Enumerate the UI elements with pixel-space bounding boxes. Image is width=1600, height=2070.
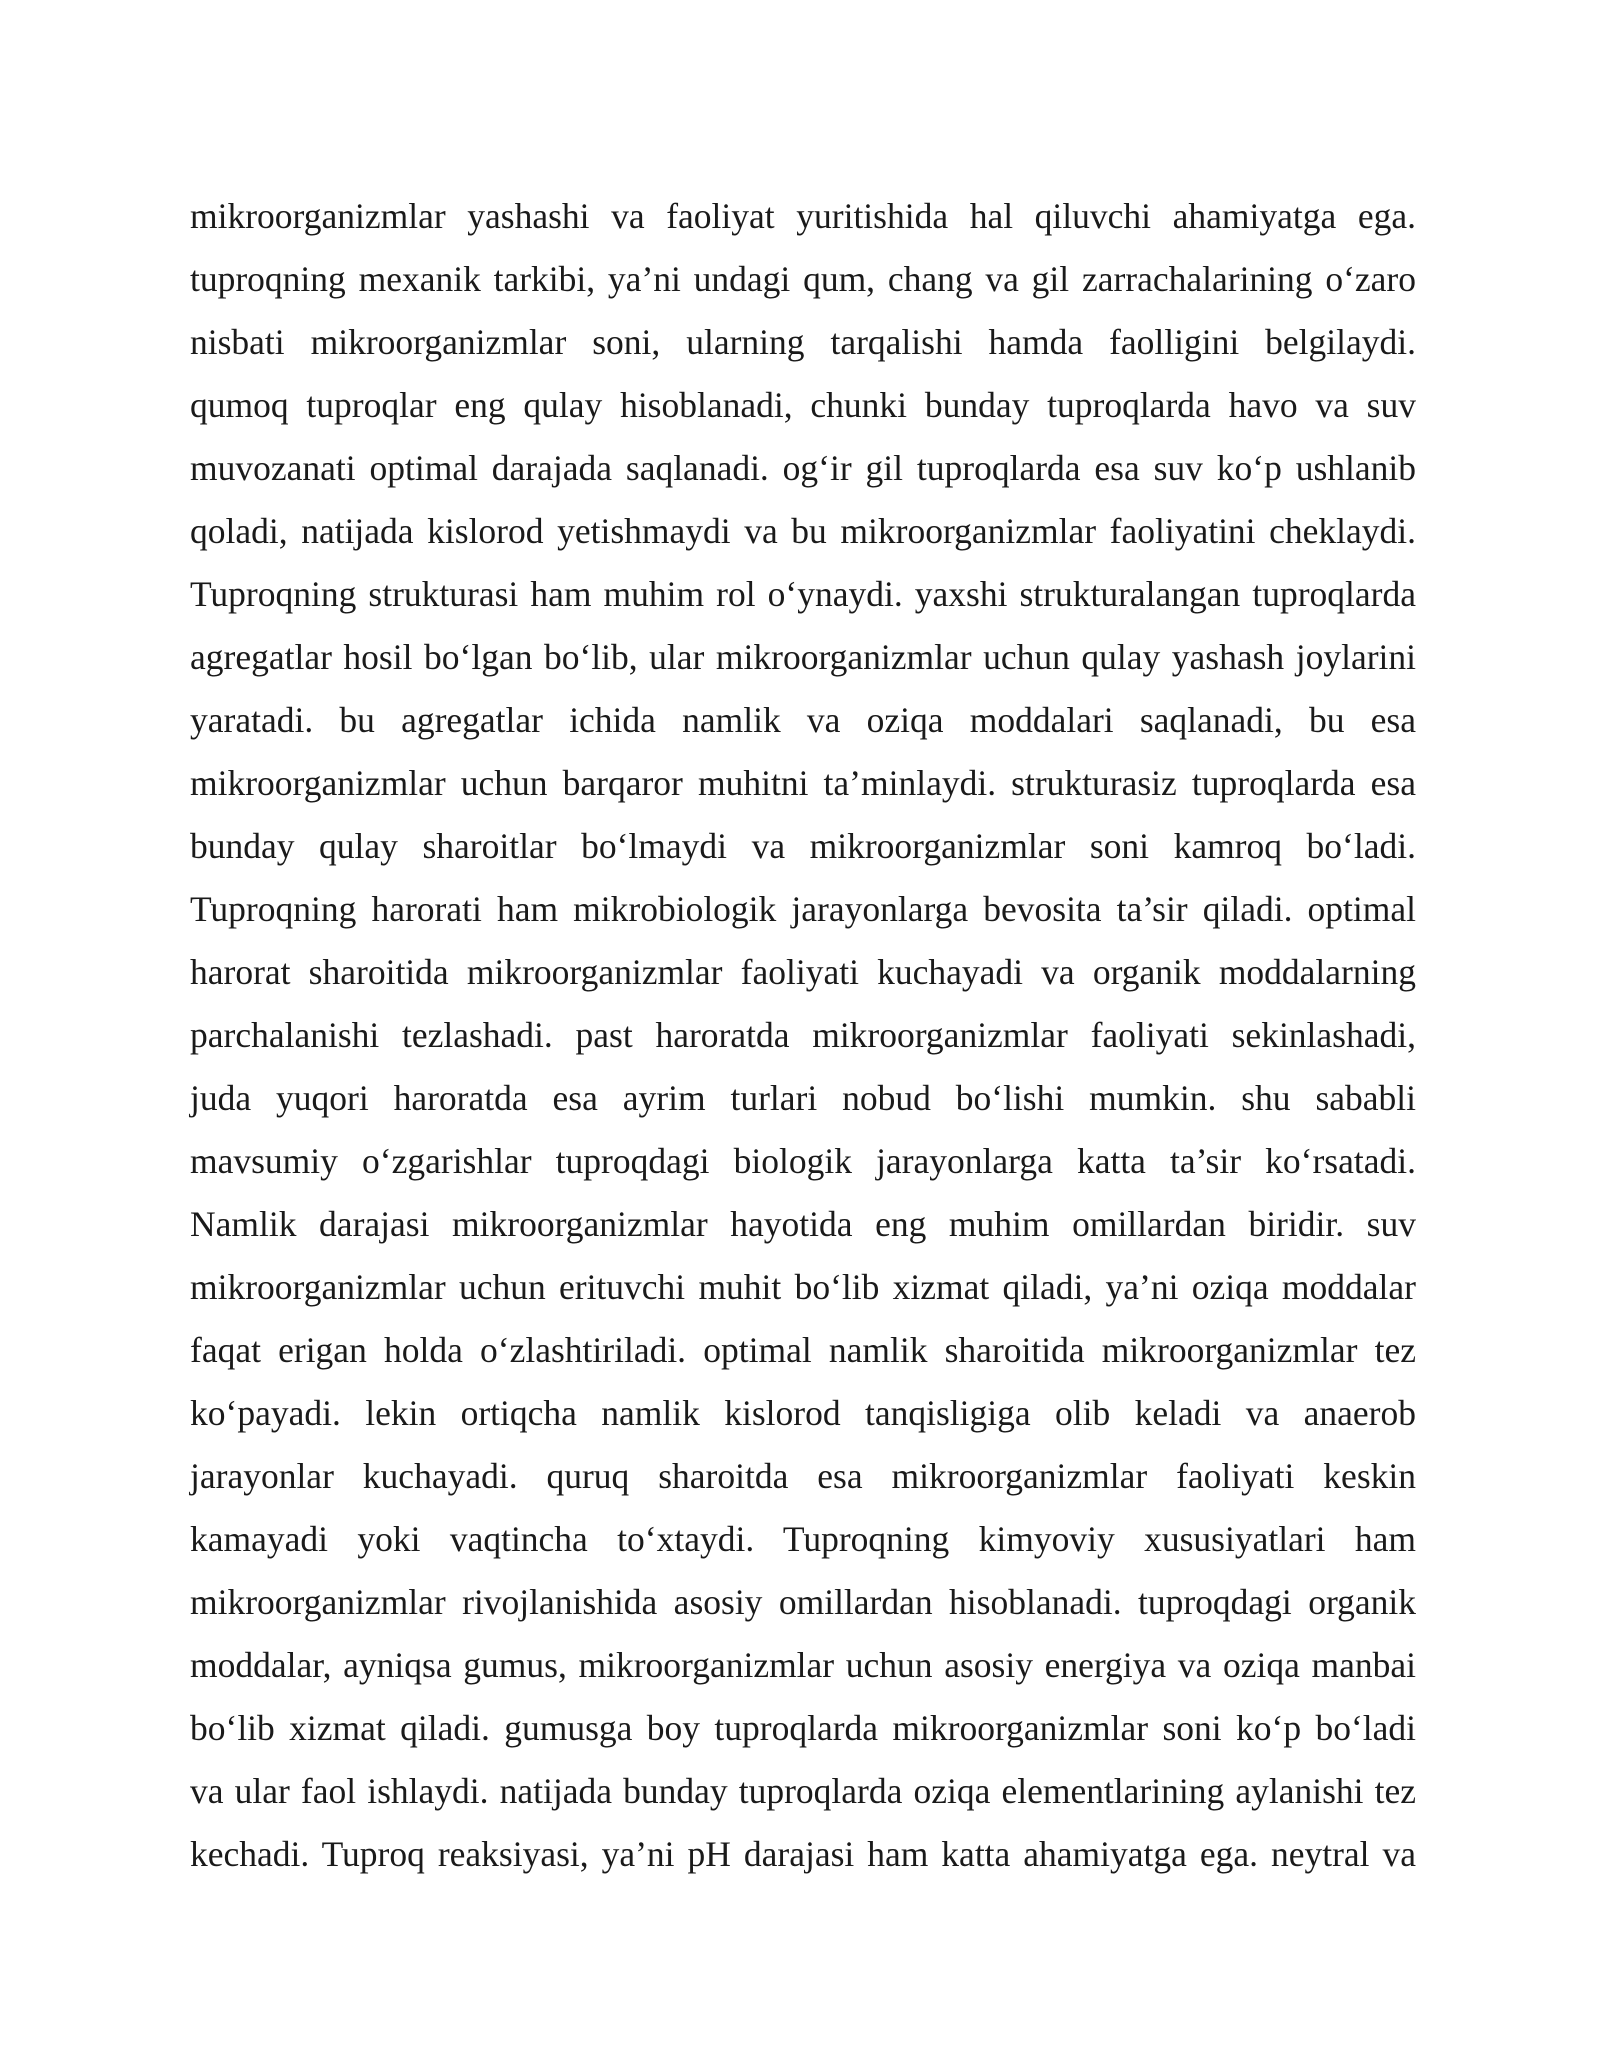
text-line: nisbati mikroorganizmlar soni, ularning tarqalishi hamda faolligini belgilaydi.	[190, 322, 1416, 362]
text-line: agregatlar hosil bo‘lgan bo‘lib, ular mikroorganizmlar uchun qulay yashash joylarini	[190, 637, 1416, 677]
text-line: tuproqning mexanik tarkibi, ya’ni undagi qum, chang va gil zarrachalarining o‘zaro	[190, 259, 1416, 299]
body-text	[190, 185, 1416, 1886]
text-line: kamayadi yoki vaqtincha to‘xtaydi. Tuproqning kimyoviy xususiyatlari ham	[190, 1519, 1416, 1559]
text-line: mikroorganizmlar yashashi va faoliyat yuritishida hal qiluvchi ahamiyatga ega.	[190, 196, 1416, 236]
text-line: jarayonlar kuchayadi. quruq sharoitda esa mikroorganizmlar faoliyati keskin	[190, 1456, 1416, 1496]
text-line: harorat sharoitida mikroorganizmlar faoliyati kuchayadi va organik moddalarning	[190, 952, 1416, 992]
text-line: bo‘lib xizmat qiladi. gumusga boy tuproqlarda mikroorganizmlar soni ko‘p bo‘ladi	[190, 1708, 1416, 1748]
text-line: va ular faol ishlaydi. natijada bunday tuproqlarda oziqa elementlarining aylanishi tez	[190, 1771, 1416, 1811]
text-line: Tuproqning harorati ham mikrobiologik jarayonlarga bevosita ta’sir qiladi. optimal	[190, 889, 1416, 929]
text-line: qumoq tuproqlar eng qulay hisoblanadi, chunki bunday tuproqlarda havo va suv	[190, 385, 1416, 425]
text-line: mikroorganizmlar uchun barqaror muhitni ta’minlaydi. strukturasiz tuproqlarda esa	[190, 763, 1416, 803]
text-line: muvozanati optimal darajada saqlanadi. og‘ir gil tuproqlarda esa suv ko‘p ushlanib	[190, 448, 1416, 488]
text-line: bunday qulay sharoitlar bo‘lmaydi va mikroorganizmlar soni kamroq bo‘ladi.	[190, 826, 1416, 866]
text-line: mikroorganizmlar rivojlanishida asosiy omillardan hisoblanadi. tuproqdagi organik	[190, 1582, 1416, 1622]
text-line: faqat erigan holda o‘zlashtiriladi. optimal namlik sharoitida mikroorganizmlar tez	[190, 1330, 1416, 1370]
text-line: mikroorganizmlar uchun erituvchi muhit bo‘lib xizmat qiladi, ya’ni oziqa moddalar	[190, 1267, 1416, 1307]
text-line: moddalar, ayniqsa gumus, mikroorganizmlar uchun asosiy energiya va oziqa manbai	[190, 1645, 1416, 1685]
text-line: Tuproqning strukturasi ham muhim rol o‘ynaydi. yaxshi strukturalangan tuproqlarda	[190, 574, 1416, 614]
text-line: ko‘payadi. lekin ortiqcha namlik kislorod tanqisligiga olib keladi va anaerob	[190, 1393, 1416, 1433]
text-line: Namlik darajasi mikroorganizmlar hayotida eng muhim omillardan biridir. suv	[190, 1204, 1416, 1244]
text-line: mavsumiy o‘zgarishlar tuproqdagi biologik jarayonlarga katta ta’sir ko‘rsatadi.	[190, 1141, 1416, 1181]
text-line: kechadi. Tuproq reaksiyasi, ya’ni pH darajasi ham katta ahamiyatga ega. neytral va	[190, 1834, 1416, 1874]
text-line: parchalanishi tezlashadi. past haroratda mikroorganizmlar faoliyati sekinlashadi,	[190, 1015, 1416, 1055]
text-line: juda yuqori haroratda esa ayrim turlari nobud bo‘lishi mumkin. shu sababli	[190, 1078, 1416, 1118]
text-line: yaratadi. bu agregatlar ichida namlik va oziqa moddalari saqlanadi, bu esa	[190, 700, 1416, 740]
text-line: qoladi, natijada kislorod yetishmaydi va bu mikroorganizmlar faoliyatini cheklaydi.	[190, 511, 1416, 551]
